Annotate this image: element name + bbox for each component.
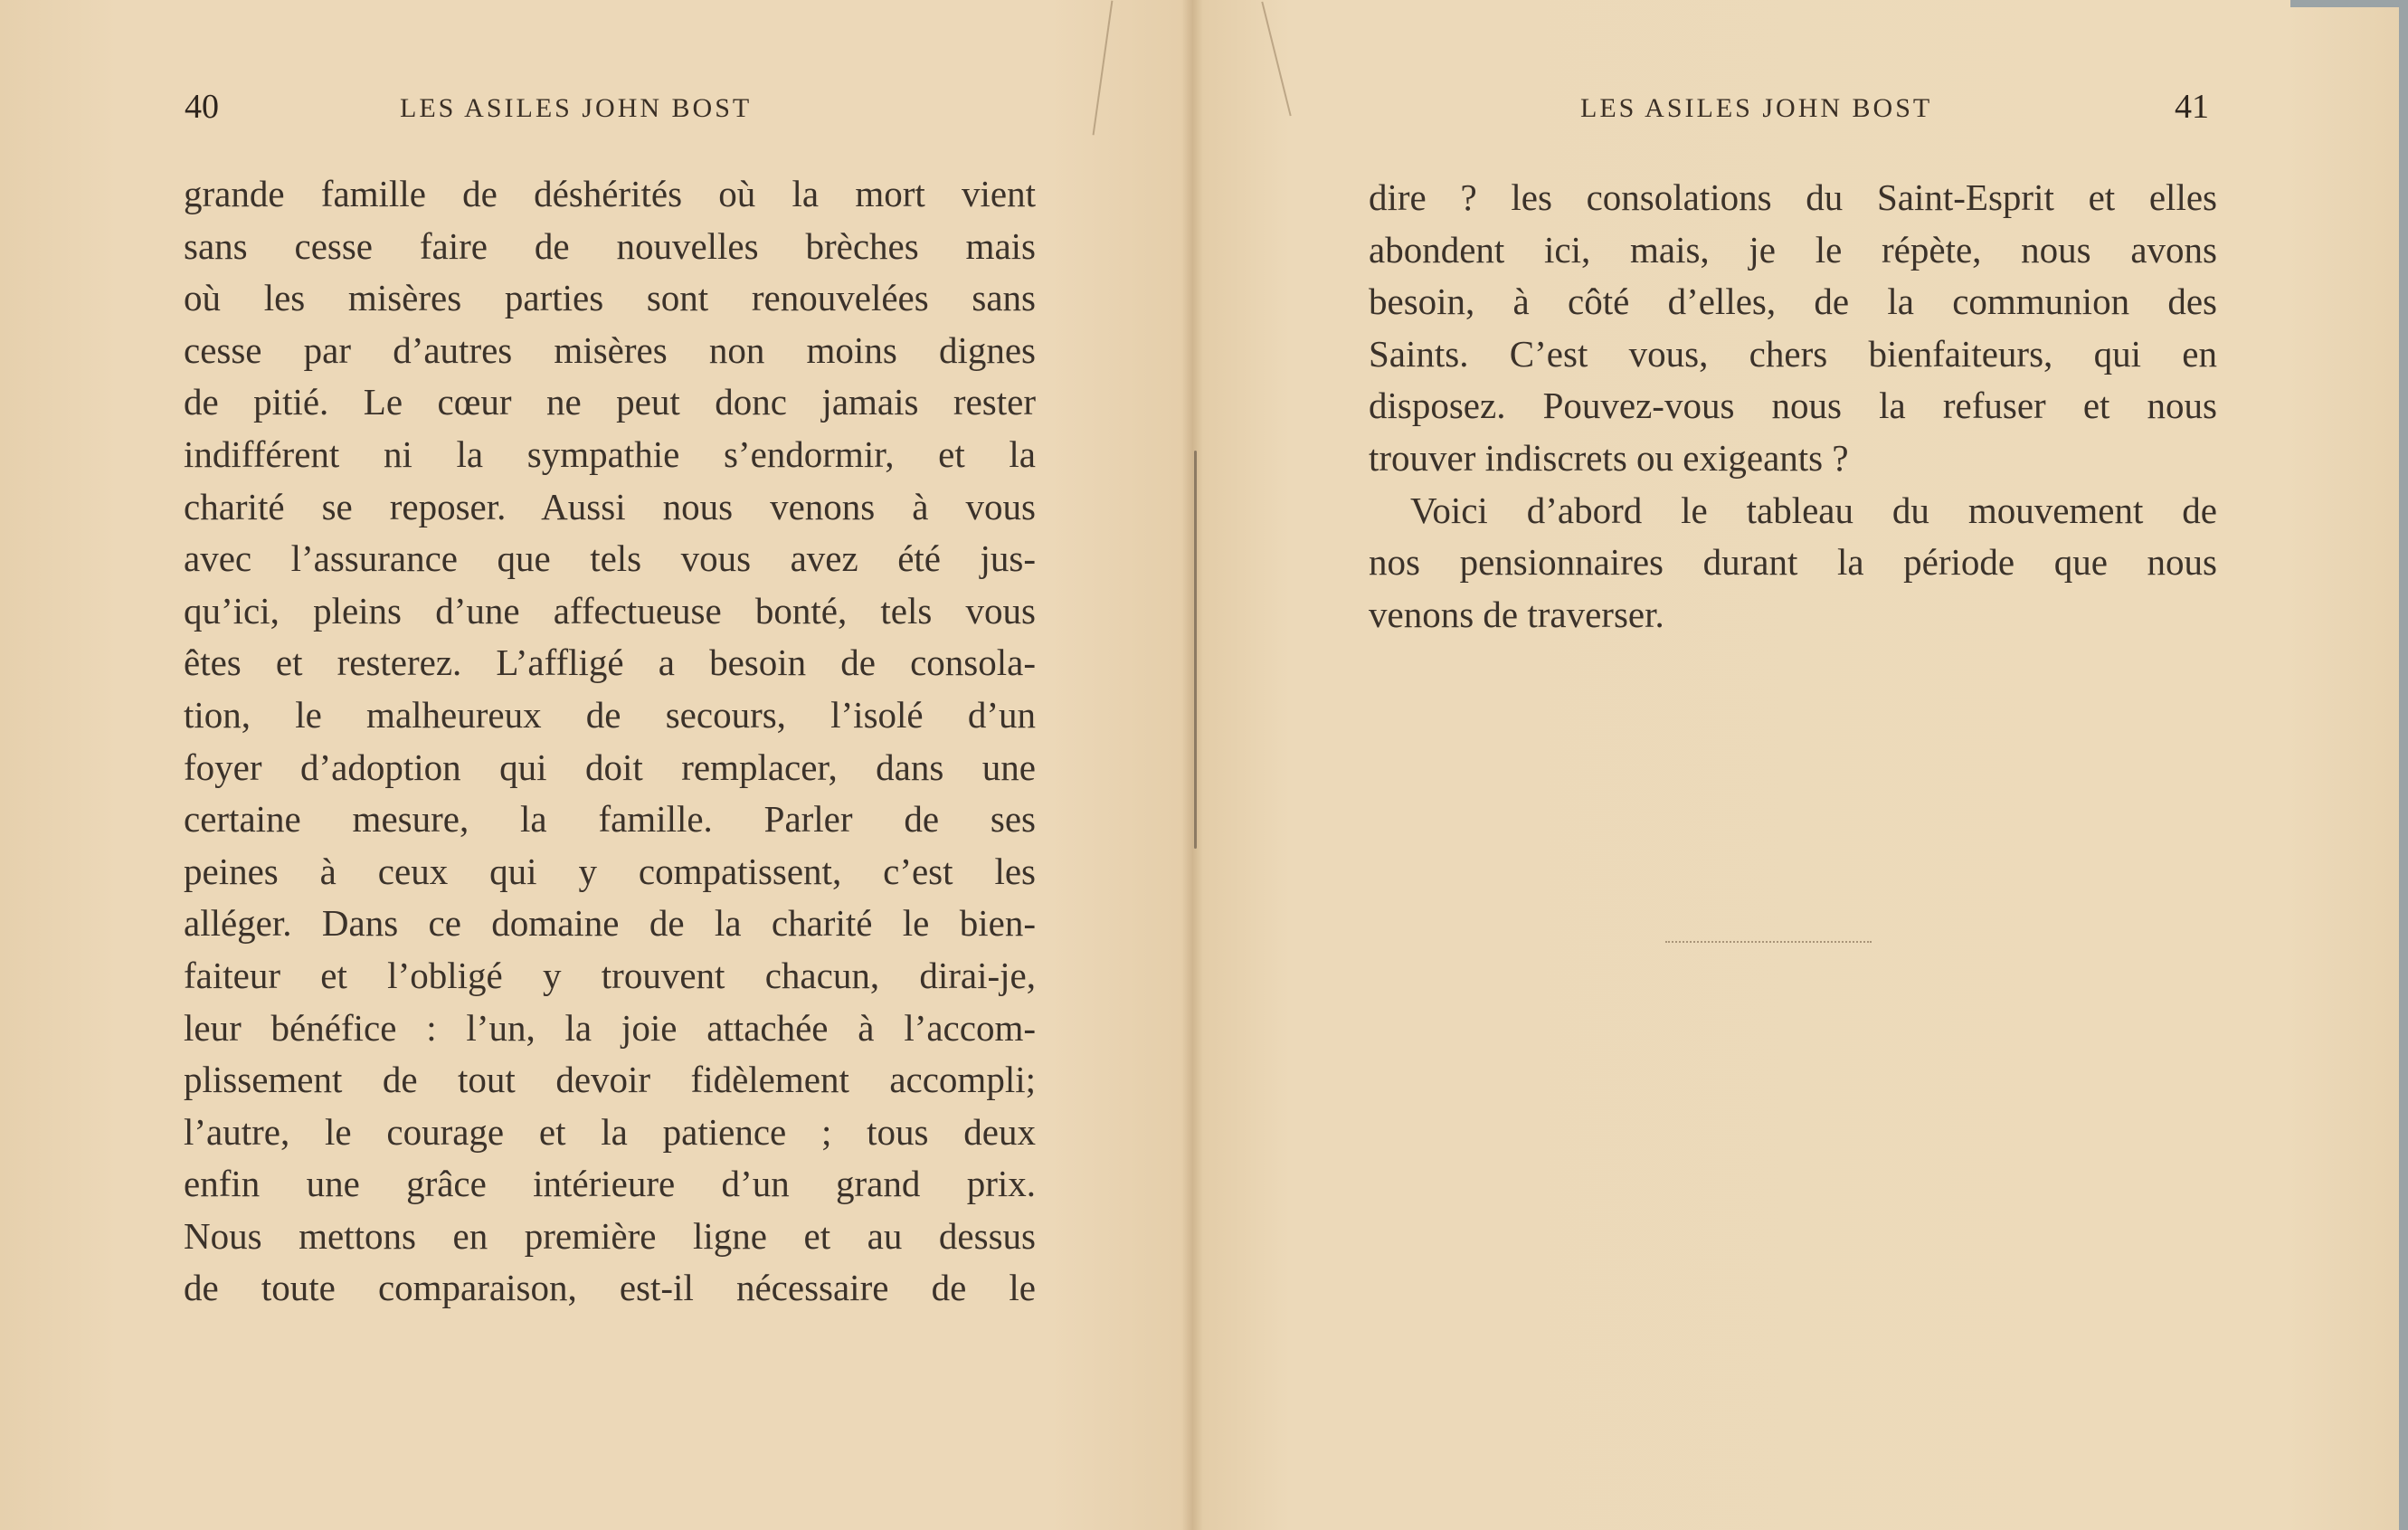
text-line: de pitié. Le cœur ne peut donc jamais rester <box>184 381 1036 423</box>
text-line: Voici d’abord le tableau du mouvement de <box>1410 489 2217 531</box>
text-line: qu’ici, pleins d’une affectueuse bonté, tels vous <box>184 589 1036 632</box>
text-line: grande famille de déshérités où la mort vient <box>184 173 1036 214</box>
right-page-number: 41 <box>2175 88 2209 126</box>
text-line: enfin une grâce intérieure d’un grand prix. <box>184 1163 1036 1205</box>
text-line: faiteur et l’obligé y trouvent chacun, dirai-je, <box>184 954 1036 996</box>
text-line: alléger. Dans ce domaine de la charité le bien- <box>184 902 1036 945</box>
text-line: foyer d’adoption qui doit remplacer, dans une <box>184 746 1036 788</box>
text-line: cesse par d’autres misères non moins dignes <box>184 328 1036 371</box>
text-line: besoin, à côté d’elles, de la communion des <box>1369 280 2217 323</box>
text-line: indifférent ni la sympathie s’endormir, et la <box>184 432 1036 475</box>
text-line: Saints. C’est vous, chers bienfaiteurs, qui en <box>1369 332 2217 375</box>
text-line: avec l’assurance que tels vous avez été jus- <box>184 537 1036 580</box>
text-line: abondent ici, mais, je le répète, nous avons <box>1369 228 2217 271</box>
text-line: Nous mettons en première ligne et au dessus <box>184 1214 1036 1257</box>
text-line: êtes et resterez. L’affligé a besoin de consola- <box>184 641 1036 684</box>
text-line: dire ? les consolations du Saint-Esprit et elles <box>1369 176 2217 218</box>
text-line: charité se reposer. Aussi nous venons à vous <box>184 485 1036 527</box>
book-gutter <box>1181 0 1203 1530</box>
text-line: plissement de tout devoir fidèlement accompli; <box>184 1059 1036 1101</box>
text-line: nos pensionnaires durant la période que nous <box>1369 541 2217 584</box>
right-running-head: LES ASILES JOHN BOST <box>1580 93 1933 123</box>
left-page-number: 40 <box>185 88 219 126</box>
left-running-head: LES ASILES JOHN BOST <box>400 93 753 123</box>
text-line: où les misères parties sont renouvelées sans <box>184 277 1036 319</box>
right-page-text <box>1369 172 2217 641</box>
text-line: venons de traverser. <box>1369 593 1664 635</box>
text-line: tion, le malheureux de secours, l’isolé d’un <box>184 693 1036 736</box>
left-page-text <box>184 168 1036 1315</box>
dotted-separator <box>1665 941 1872 943</box>
text-line: disposez. Pouvez-vous nous la refuser et nous <box>1369 385 2217 427</box>
page-edge-shadow <box>2399 0 2408 1530</box>
page-edge-top <box>2290 0 2408 7</box>
text-line: peines à ceux qui y compatissent, c’est les <box>184 850 1036 892</box>
text-line: trouver indiscrets ou exigeants ? <box>1369 436 1849 479</box>
text-line: leur bénéfice : l’un, la joie attachée à l’accom- <box>184 1006 1036 1049</box>
text-line: l’autre, le courage et la patience ; tous deux <box>184 1110 1036 1153</box>
text-line: sans cesse faire de nouvelles brèches mais <box>184 224 1036 267</box>
text-line: de toute comparaison, est-il nécessaire de le <box>184 1267 1036 1309</box>
binding-stitch <box>1194 451 1197 849</box>
text-line: certaine mesure, la famille. Parler de ses <box>184 798 1036 841</box>
